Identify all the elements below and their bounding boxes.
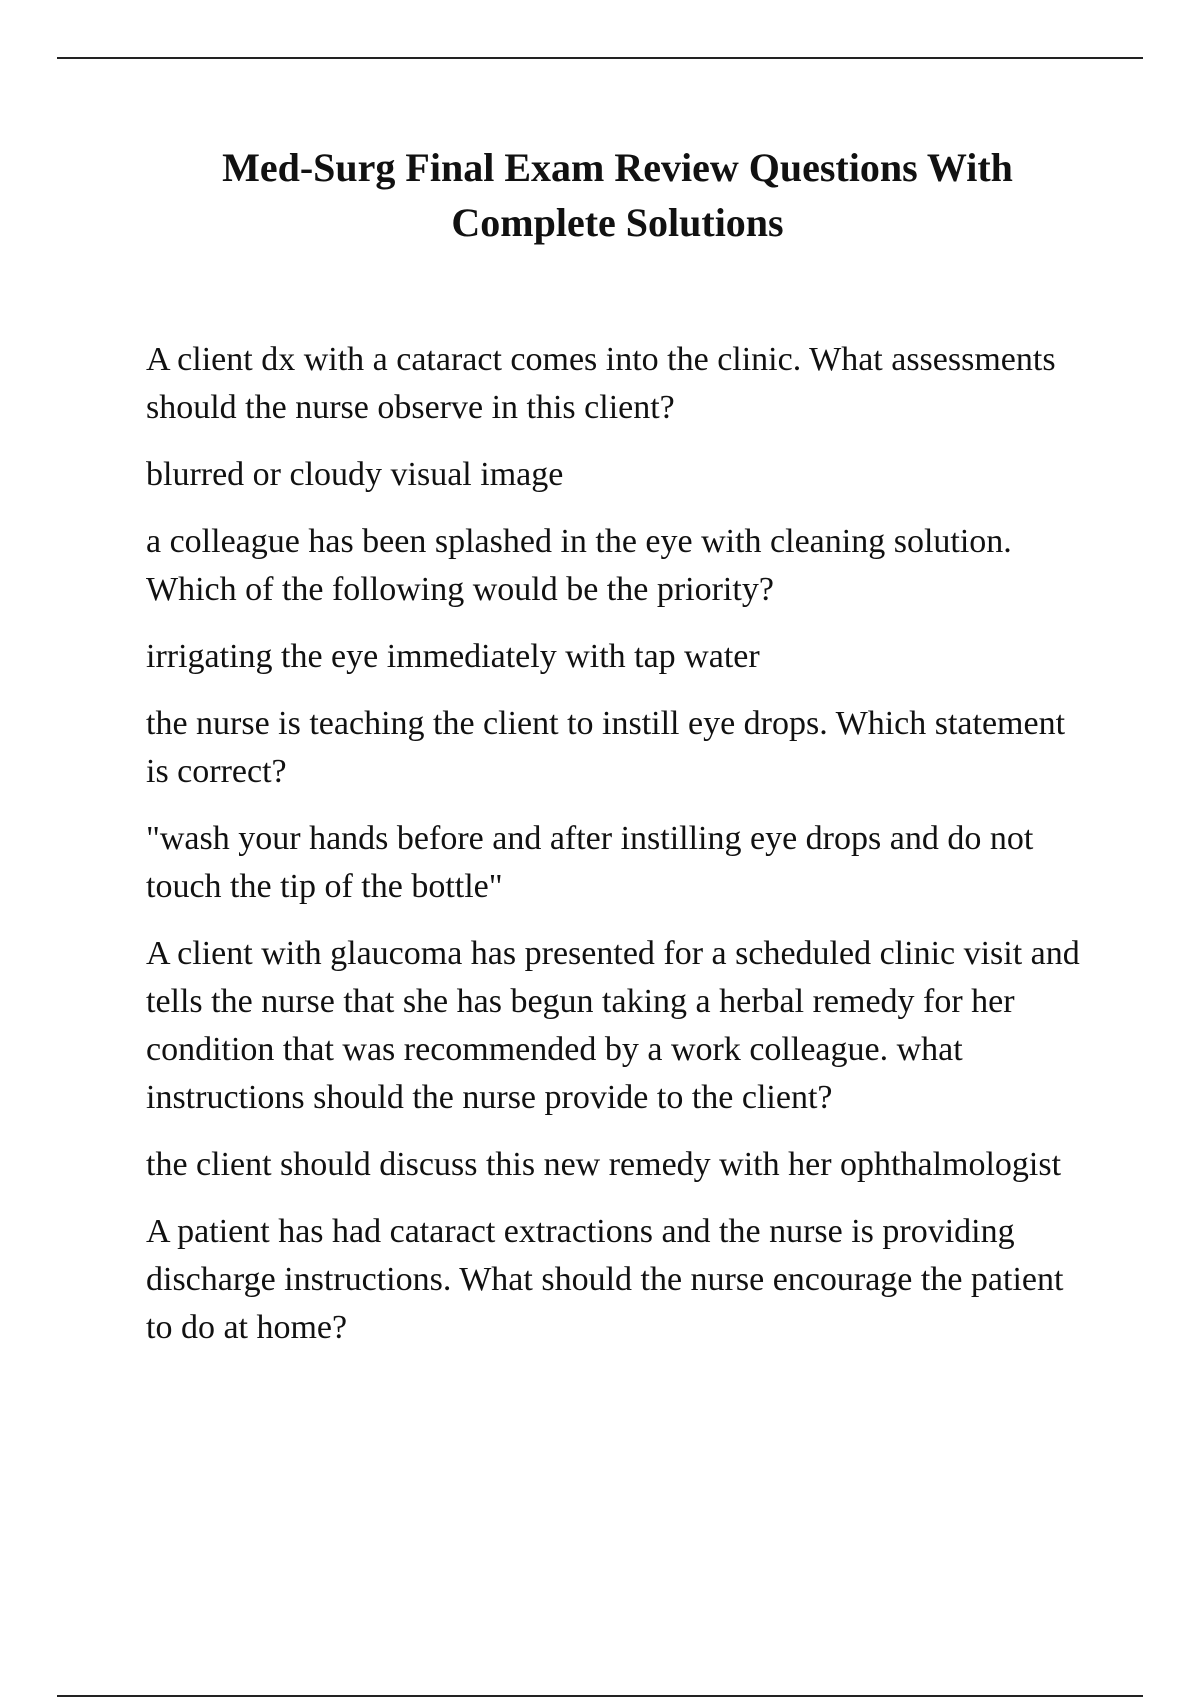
question-3: the nurse is teaching the client to instill eye drops. Which statement is correct? bbox=[146, 705, 1066, 790]
question-5: A patient has had cataract extractions and the nurse is providing discharge instructions. What should the nurse encourage the patient to do at home? bbox=[146, 1213, 1064, 1346]
bottom-divider bbox=[57, 1695, 1143, 1697]
top-divider bbox=[57, 57, 1143, 59]
question-4: A client with glaucoma has presented for a scheduled clinic visit and tells the nurse that she has begun taking a herbal remedy for her condition that was recommended by a work colleague. what instructions should the nurse provide to the client? bbox=[146, 935, 1080, 1116]
answer-2: irrigating the eye immediately with tap water bbox=[146, 638, 760, 675]
document-title-line-1: Med-Surg Final Exam Review Questions With bbox=[222, 145, 1013, 190]
answer-4: the client should discuss this new remedy with her ophthalmologist bbox=[146, 1146, 1062, 1183]
question-2: a colleague has been splashed in the eye with cleaning solution. Which of the following would be the priority? bbox=[146, 523, 1012, 608]
answer-1: blurred or cloudy visual image bbox=[146, 456, 564, 493]
answer-3: "wash your hands before and after instilling eye drops and do not touch the tip of the bottle" bbox=[146, 820, 1034, 905]
document-title-line-2: Complete Solutions bbox=[451, 200, 784, 245]
question-1: A client dx with a cataract comes into the clinic. What assessments should the nurse observe in this client? bbox=[146, 341, 1056, 426]
document-title bbox=[150, 140, 1085, 250]
qa-content bbox=[146, 336, 1096, 1371]
